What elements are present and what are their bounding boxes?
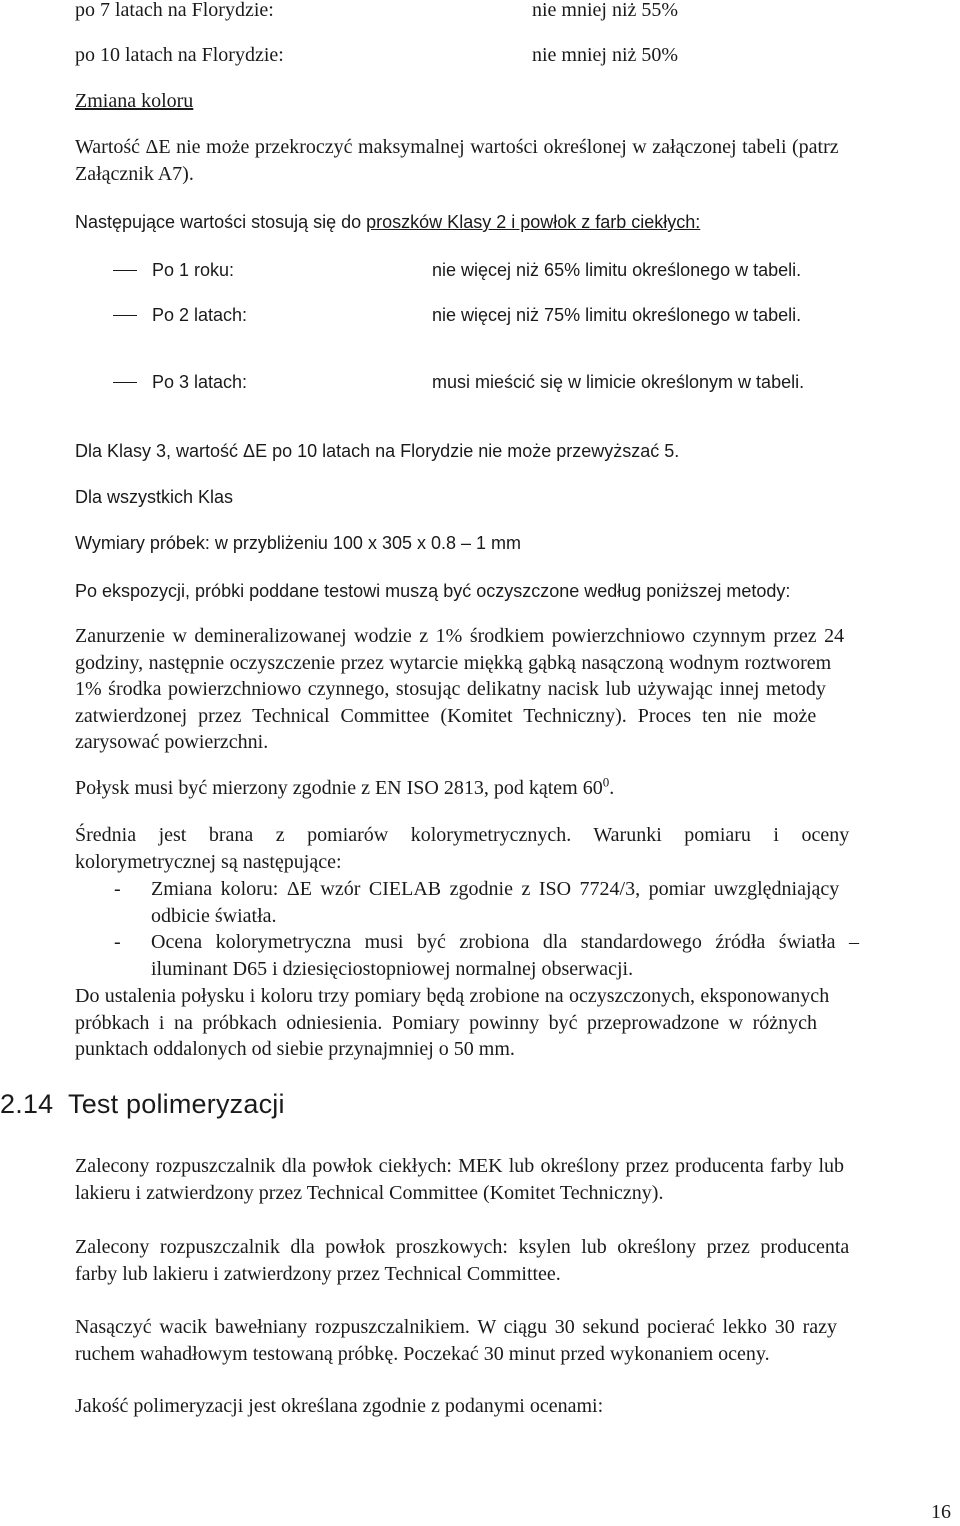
limit-value: nie więcej niż 75% limitu określonego w tabeli. bbox=[432, 305, 802, 325]
paragraph-line: Zanurzenie w demineralizowanej wodzie z 1% środkiem powierzchniowo czynnym przez 24 bbox=[75, 625, 845, 647]
bullet-item bbox=[151, 929, 859, 982]
average-paragraph bbox=[75, 822, 849, 875]
row1-left: po 7 latach na Florydzie: bbox=[75, 0, 274, 21]
paragraph-line: Zalecony rozpuszczalnik dla powłok ciekłych: MEK lub określony przez producenta farby lub bbox=[75, 1155, 845, 1177]
paragraph-line: ruchem wahadłowym testowaną próbkę. Poczekać 30 minut przed wykonaniem oceny. bbox=[75, 1342, 770, 1365]
bullet-line: Ocena kolorymetryczna musi być zrobiona dla standardowego źródła światła – bbox=[151, 931, 859, 953]
solvent-powder-paragraph bbox=[75, 1234, 849, 1287]
paragraph-line: farby lub lakieru i zatwierdzony przez Technical Committee. bbox=[75, 1262, 561, 1285]
gloss-line bbox=[75, 775, 614, 802]
paragraph-line: Zalecony rozpuszczalnik dla powłok proszkowych: ksylen lub określony przez producenta bbox=[75, 1236, 850, 1258]
paragraph-line: punktach oddalonych od siebie przynajmniej o 50 mm. bbox=[75, 1038, 515, 1060]
bullet-marker: - bbox=[114, 931, 121, 953]
paragraph-line: godziny, następnie oczyszczenie przez wytarcie miękką gąbką nasączoną wodnym roztworem bbox=[75, 651, 832, 674]
dash-marker bbox=[113, 315, 137, 316]
paragraph-line: Załącznik A7). bbox=[75, 162, 194, 185]
paragraph-line: kolorymetrycznej są następujące: bbox=[75, 850, 342, 873]
measure-paragraph bbox=[75, 983, 829, 1063]
paragraph-line: Nasączyć wacik bawełniany rozpuszczalnikiem. W ciągu 30 sekund pocierać lekko 30 razy bbox=[75, 1316, 837, 1338]
row2-left: po 10 latach na Florydzie: bbox=[75, 44, 284, 66]
paragraph-line: zatwierdzonej przez Technical Committee (Komitet Techniczny). Proces ten nie może bbox=[75, 704, 817, 727]
gloss-end: . bbox=[609, 777, 615, 799]
quality-line: Jakość polimeryzacji jest określana zgodnie z podanymi ocenami: bbox=[75, 1395, 604, 1417]
bullet-line: iluminant D65 i dziesięciostopniowej normalnej obserwacji. bbox=[151, 957, 634, 980]
class2-intro-text: Następujące wartości stosują się do bbox=[75, 212, 367, 232]
limit-label: Po 2 latach: bbox=[152, 305, 248, 325]
paragraph-line: próbkach i na próbkach odniesienia. Pomiary powinny być przeprowadzone w różnych bbox=[75, 1011, 818, 1034]
paragraph-line: zarysować powierzchni. bbox=[75, 731, 269, 753]
limit-value: musi mieścić się w limicie określonym w tabeli. bbox=[432, 372, 805, 392]
delta-e-paragraph bbox=[75, 134, 839, 187]
bullet-line: Zmiana koloru: ΔE wzór CIELAB zgodnie z ISO 7724/3, pomiar uwzględniający bbox=[151, 878, 840, 900]
limit-label: Po 1 roku: bbox=[152, 260, 235, 280]
paragraph-line: 1% środka powierzchniowo czynnego, stosując delikatny nacisk lub używając innej metody bbox=[75, 678, 826, 700]
section-title: Test polimeryzacji bbox=[68, 1089, 285, 1119]
gloss-superscript: 0 bbox=[602, 774, 610, 790]
section-number: 2.14 bbox=[0, 1089, 54, 1119]
bullet-item bbox=[151, 876, 839, 929]
bullet-marker: - bbox=[114, 878, 121, 900]
paragraph-line: Do ustalenia połysku i koloru trzy pomiary będą zrobione na oczyszczonych, eksponowanych bbox=[75, 985, 830, 1007]
color-change-heading: Zmiana koloru bbox=[75, 90, 194, 112]
cleaning-intro: Po ekspozycji, próbki poddane testowi muszą być oczyszczone według poniższej metody: bbox=[75, 581, 791, 601]
page-number: 16 bbox=[931, 1501, 951, 1523]
section-heading bbox=[0, 1089, 285, 1120]
paragraph-line: Średnia jest brana z pomiarów kolorymetrycznych. Warunki pomiaru i oceny bbox=[75, 824, 850, 846]
sample-size: Wymiary próbek: w przybliżeniu 100 x 305 x 0.8 – 1 mm bbox=[75, 533, 522, 553]
solvent-liquid-paragraph bbox=[75, 1153, 844, 1206]
class2-intro-link: proszków Klasy 2 i powłok z farb ciekłych: bbox=[366, 212, 701, 232]
bullet-line: odbicie światła. bbox=[151, 904, 277, 927]
gloss-text: Połysk musi być mierzony zgodnie z EN ISO 2813, pod kątem 60 bbox=[75, 777, 603, 799]
row2-right: nie mniej niż 50% bbox=[532, 44, 679, 66]
swab-paragraph bbox=[75, 1314, 837, 1367]
limit-label: Po 3 latach: bbox=[152, 372, 248, 392]
paragraph-line: lakieru i zatwierdzony przez Technical Committee (Komitet Techniczny). bbox=[75, 1181, 664, 1204]
all-classes-heading: Dla wszystkich Klas bbox=[75, 487, 234, 507]
paragraph-line: Wartość ΔE nie może przekroczyć maksymalnej wartości określonej w załączonej tabeli (patrz bbox=[75, 136, 839, 158]
cleaning-paragraph bbox=[75, 623, 844, 756]
dash-marker bbox=[113, 270, 137, 271]
row1-right: nie mniej niż 55% bbox=[532, 0, 679, 21]
class3-note: Dla Klasy 3, wartość ΔE po 10 latach na Florydzie nie może przewyższać 5. bbox=[75, 441, 680, 461]
dash-marker bbox=[113, 382, 137, 383]
class2-intro bbox=[75, 209, 700, 235]
limit-value: nie więcej niż 65% limitu określonego w tabeli. bbox=[432, 260, 802, 280]
